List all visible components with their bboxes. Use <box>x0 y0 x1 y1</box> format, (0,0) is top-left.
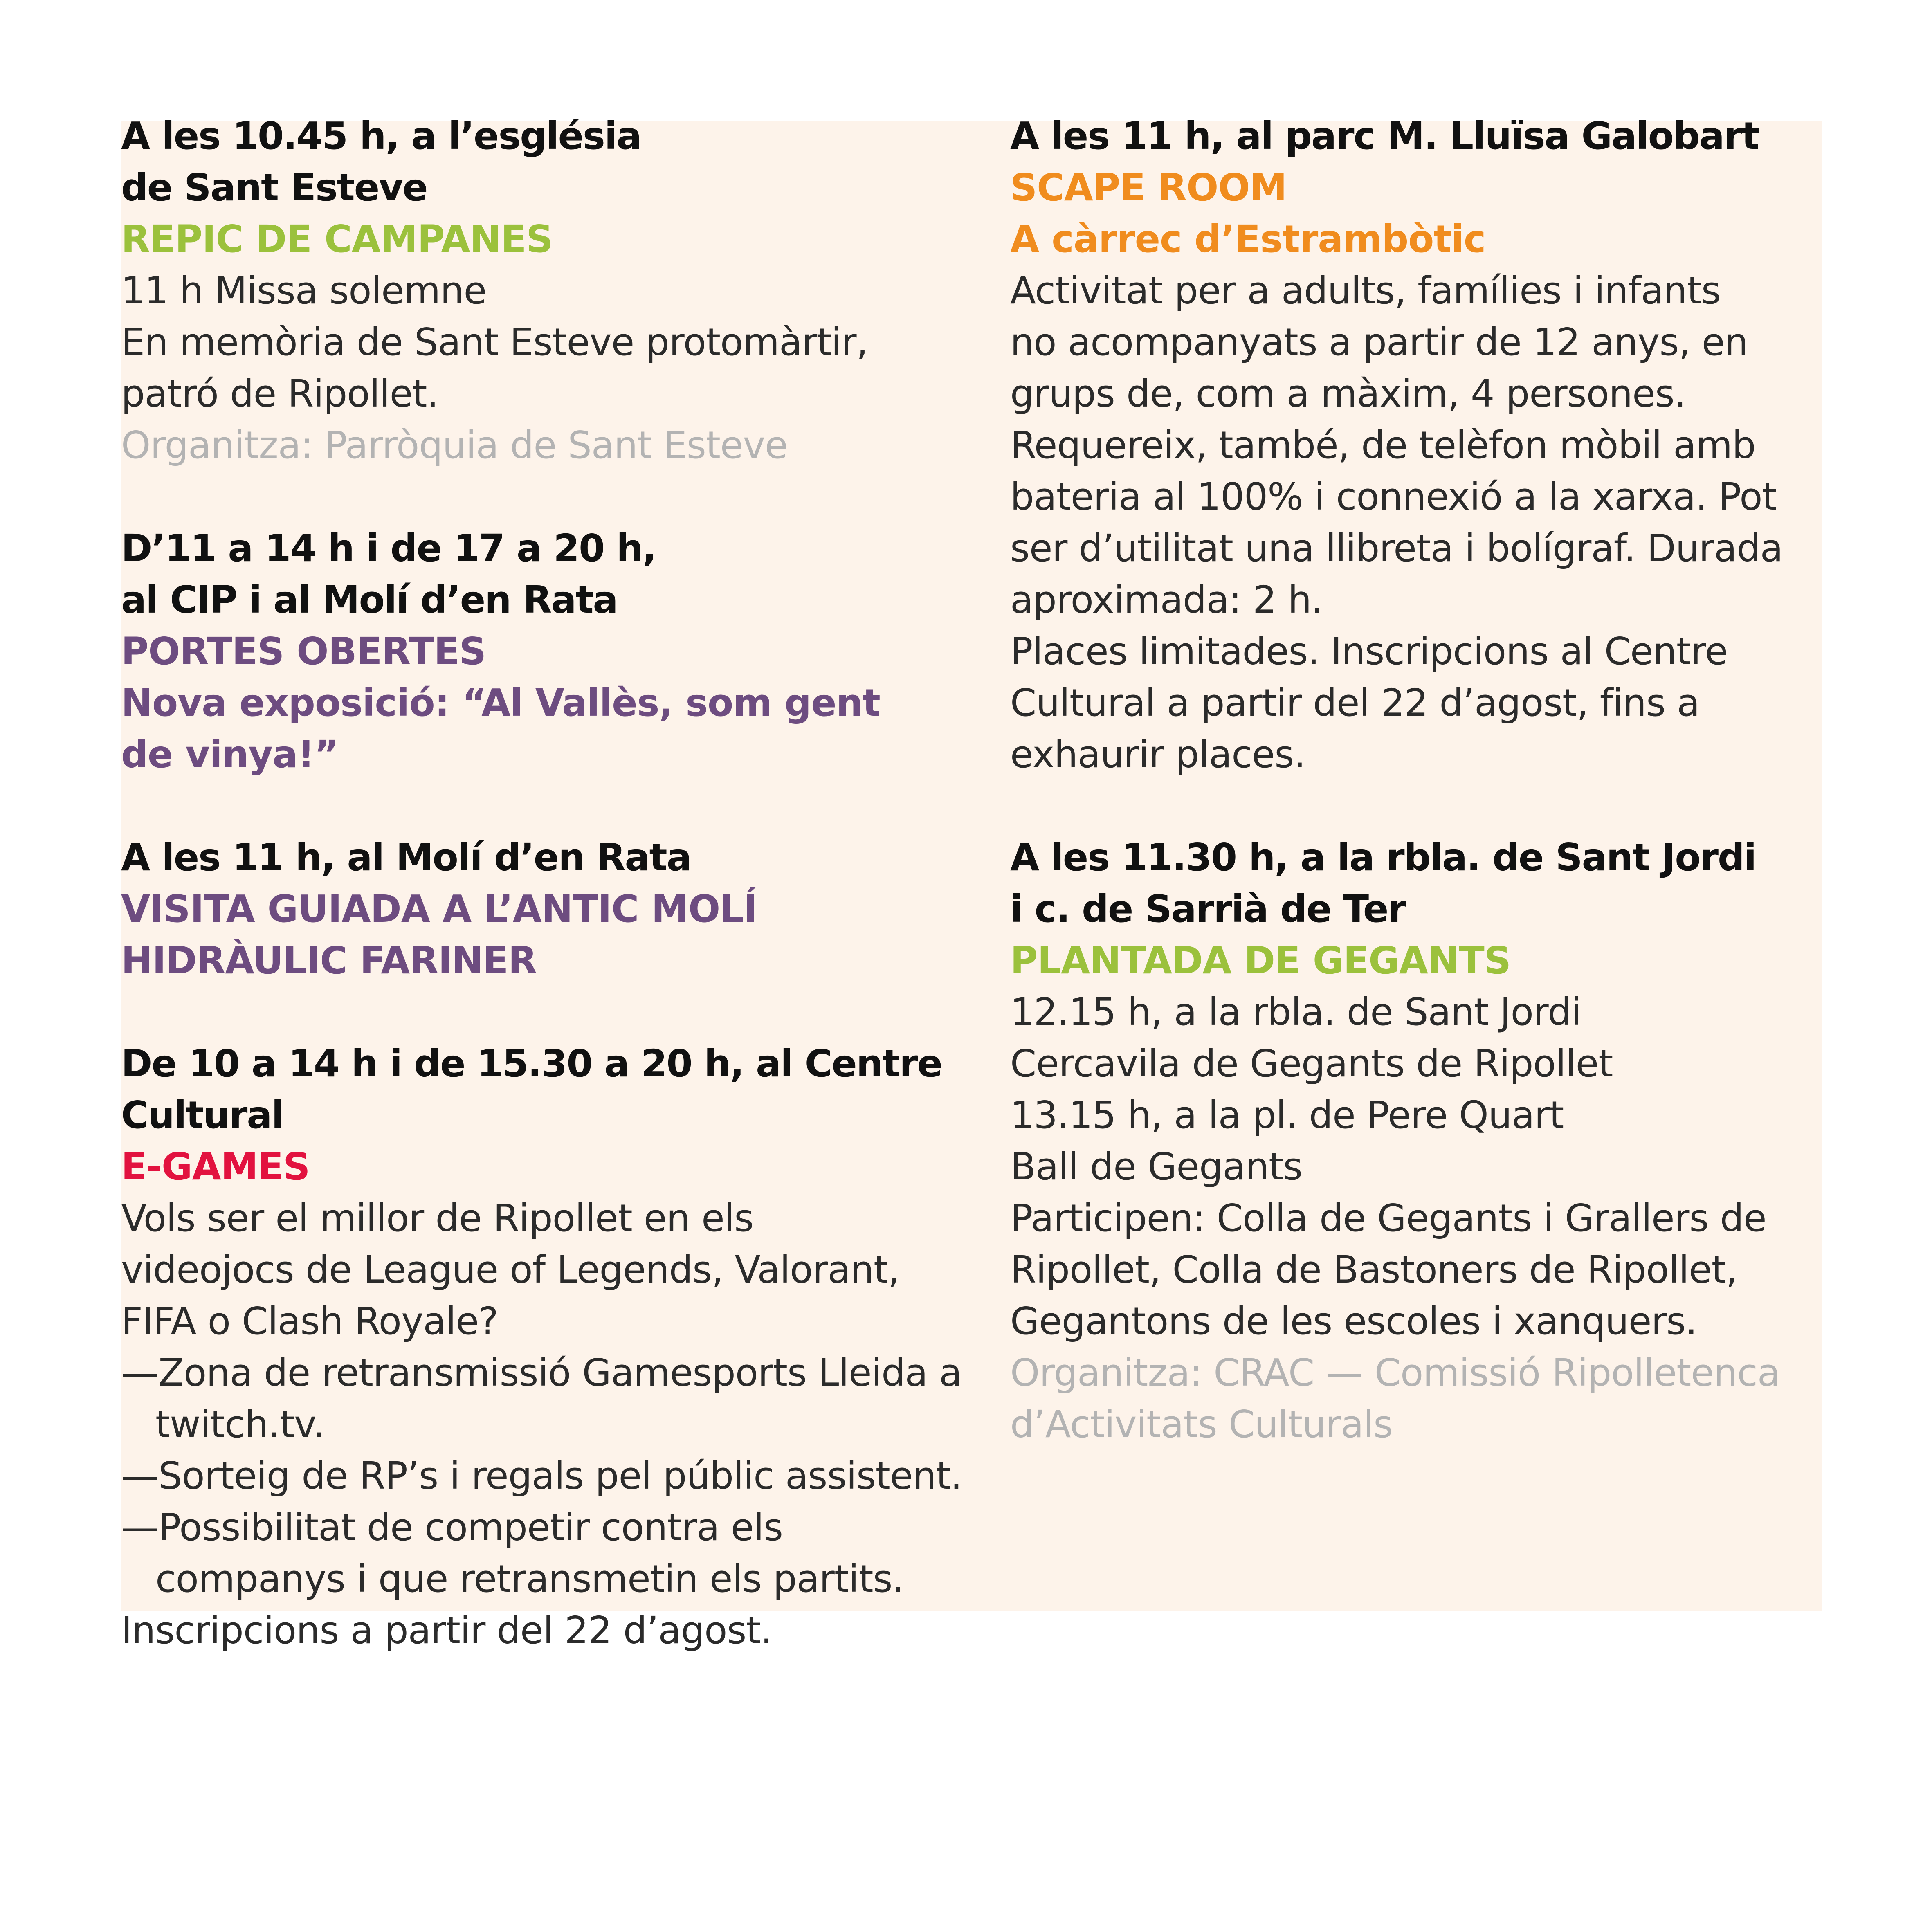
event-subtitle: Nova exposició: “Al Vallès, som gent <box>121 681 880 725</box>
event-body-line: aproximada: 2 h. <box>1010 578 1323 622</box>
event-body-line: Activitat per a adults, famílies i infants <box>1010 269 1721 312</box>
event-body-line: bateria al 100% i connexió a la xarxa. Pot <box>1010 475 1777 519</box>
event-e-games <box>121 1038 980 1656</box>
event-time: De 10 a 14 h i de 15.30 a 20 h, al Centre <box>121 1042 942 1085</box>
event-body-line: exhaurir places. <box>1010 732 1305 776</box>
event-visita-guiada <box>121 832 980 986</box>
event-body-line: grups de, com a màxim, 4 persones. <box>1010 372 1686 416</box>
event-body-line: Vols ser el millor de Ripollet en els <box>121 1196 754 1240</box>
event-title: PORTES OBERTES <box>121 629 486 673</box>
event-time: A les 11.30 h, a la rbla. de Sant Jordi <box>1010 836 1756 879</box>
event-body-line: ser d’utilitat una llibreta i bolígraf. Durada <box>1010 526 1783 570</box>
event-time: Cultural <box>121 1093 284 1137</box>
event-repic-campanes <box>121 110 980 471</box>
event-body-line: Requereix, també, de telèfon mòbil amb <box>1010 423 1756 467</box>
event-title: PLANTADA DE GEGANTS <box>1010 939 1511 982</box>
event-time: de Sant Esteve <box>121 166 427 209</box>
list-item: —Possibilitat de competir contra els companys i que retransmetin els partits. <box>121 1505 904 1601</box>
event-portes-obertes <box>121 523 980 780</box>
list-item: —Sorteig de RP’s i regals pel públic assistent. <box>121 1454 962 1498</box>
event-bullet-list <box>121 1347 980 1605</box>
event-body-line: Places limitades. Inscripcions al Centre <box>1010 629 1728 673</box>
event-body-line: 12.15 h, a la rbla. de Sant Jordi <box>1010 990 1582 1034</box>
event-scape-room <box>1010 110 1824 780</box>
event-time: A les 11 h, al Molí d’en Rata <box>121 836 691 879</box>
event-body-line: Cercavila de Gegants de Ripollet <box>1010 1042 1613 1085</box>
event-body-line: 13.15 h, a la pl. de Pere Quart <box>1010 1093 1564 1137</box>
event-body-line: Participen: Colla de Gegants i Grallers de <box>1010 1196 1766 1240</box>
event-plantada-gegants <box>1010 832 1824 1450</box>
event-subtitle: de vinya!” <box>121 732 339 776</box>
event-time: A les 10.45 h, a l’església <box>121 114 641 158</box>
event-body-line: Ball de Gegants <box>1010 1145 1303 1188</box>
event-organizer: Organitza: CRAC — Comissió Ripolletenca <box>1010 1351 1780 1395</box>
event-organizer: Organitza: Parròquia de Sant Esteve <box>121 423 788 467</box>
event-footer: Inscripcions a partir del 22 d’agost. <box>121 1609 772 1652</box>
event-body-line: no acompanyats a partir de 12 anys, en <box>1010 320 1748 364</box>
list-item: —Zona de retransmissió Gamesports Lleida a twitch.tv. <box>121 1351 962 1446</box>
left-column <box>121 110 980 1708</box>
event-title: HIDRÀULIC FARINER <box>121 939 537 982</box>
event-body-line: patró de Ripollet. <box>121 372 438 416</box>
event-body-line: Ripollet, Colla de Bastoners de Ripollet, <box>1010 1248 1738 1292</box>
event-body-line: videojocs de League of Legends, Valorant, <box>121 1248 900 1292</box>
event-time: A les 11 h, al parc M. Lluïsa Galobart <box>1010 114 1759 158</box>
event-body-line: Gegantons de les escoles i xanquers. <box>1010 1299 1697 1343</box>
event-subtitle: A càrrec d’Estrambòtic <box>1010 217 1486 261</box>
event-organizer: d’Activitats Culturals <box>1010 1402 1393 1446</box>
event-time: D’11 a 14 h i de 17 a 20 h, <box>121 526 656 570</box>
event-title: SCAPE ROOM <box>1010 166 1287 209</box>
event-body-line: Cultural a partir del 22 d’agost, fins a <box>1010 681 1700 725</box>
event-title: VISITA GUIADA A L’ANTIC MOLÍ <box>121 887 757 931</box>
event-title: E-GAMES <box>121 1145 310 1188</box>
event-title: REPIC DE CAMPANES <box>121 217 553 261</box>
event-body-line: 11 h Missa solemne <box>121 269 487 312</box>
event-time: al CIP i al Molí d’en Rata <box>121 578 618 622</box>
event-time: i c. de Sarrià de Ter <box>1010 887 1406 931</box>
right-column <box>1010 110 1824 1502</box>
event-body-line: FIFA o Clash Royale? <box>121 1299 498 1343</box>
event-body-line: En memòria de Sant Esteve protomàrtir, <box>121 320 868 364</box>
